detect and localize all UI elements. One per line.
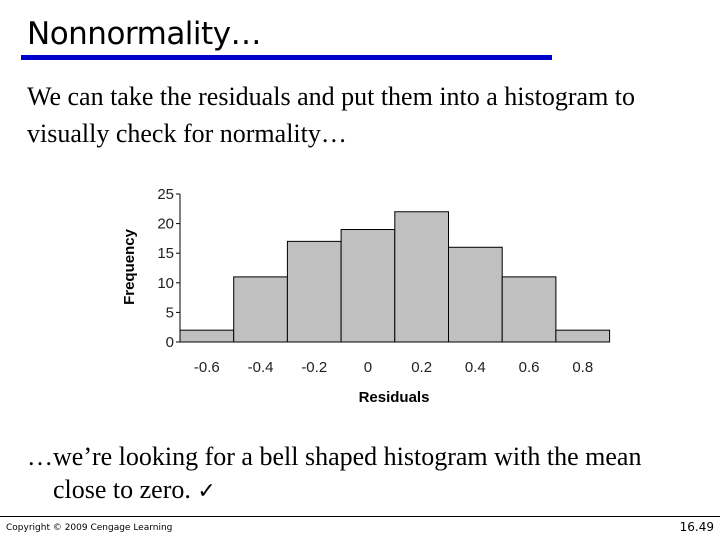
residuals-histogram	[110, 180, 630, 415]
check-icon: ✓	[197, 479, 216, 504]
y-tick-label: 5	[165, 304, 174, 322]
x-axis-label: Residuals	[358, 389, 430, 406]
x-tick-label: 0.4	[464, 359, 486, 376]
y-tick-label: 15	[157, 245, 174, 263]
x-tick-label: 0.6	[518, 359, 540, 376]
y-tick-label: 0	[165, 334, 174, 351]
x-tick-label: -0.6	[193, 359, 220, 376]
histogram-bar	[341, 230, 395, 342]
conclusion-line-1: …we’re looking for a bell shaped histogram with the mean	[27, 442, 642, 471]
y-tick-label: 25	[157, 186, 174, 203]
histogram-bar	[395, 212, 449, 342]
histogram-bar	[234, 277, 288, 342]
y-tick-label: 10	[157, 274, 174, 292]
y-axis-label: Frequency	[121, 229, 138, 305]
conclusion-text	[27, 440, 707, 508]
copyright-text: Copyright © 2009 Cengage Learning	[6, 523, 173, 533]
footer-divider	[0, 516, 720, 517]
x-tick-label: -0.4	[247, 359, 274, 376]
histogram-bar	[502, 277, 556, 342]
histogram-bars	[180, 212, 610, 342]
x-tick-label: 0	[363, 359, 373, 376]
conclusion-line-2: close to zero.	[53, 475, 191, 504]
page-title: Nonnormality…	[27, 16, 262, 52]
x-tick-label: 0.2	[411, 359, 433, 376]
histogram-bar	[449, 247, 503, 342]
histogram-bar	[287, 241, 341, 342]
x-axis	[180, 342, 610, 376]
slide-number: 16.49	[679, 520, 714, 534]
intro-text: We can take the residuals and put them into a histogram to visually check for normality…	[27, 82, 636, 148]
title-underline	[21, 55, 552, 60]
x-tick-label: 0.8	[572, 359, 594, 376]
x-tick-label: -0.2	[301, 359, 328, 376]
histogram-bar	[180, 330, 234, 342]
y-tick-label: 20	[157, 215, 174, 233]
histogram-bar	[556, 330, 610, 342]
conclusion-line-2-wrap	[27, 473, 707, 508]
y-axis	[157, 186, 180, 351]
